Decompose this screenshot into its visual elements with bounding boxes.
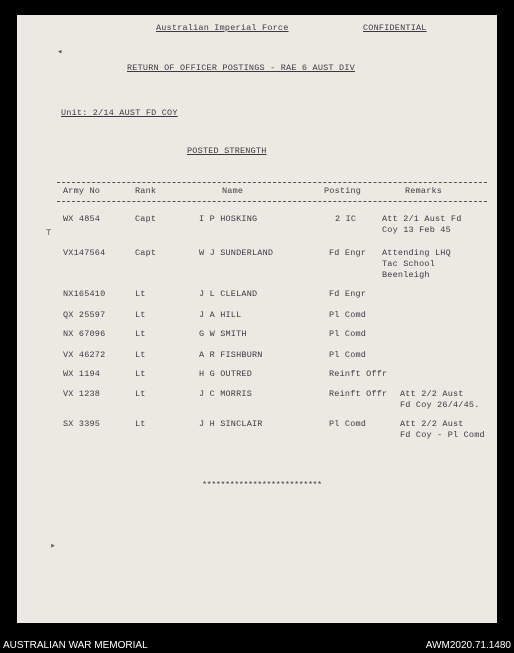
row-posting: Pl Comd — [329, 310, 367, 320]
row-posting: Fd Engr — [329, 248, 367, 258]
table-top-rule — [57, 182, 487, 183]
column-header-army-no: Army No — [63, 186, 101, 196]
row-posting: 2 IC — [335, 214, 357, 224]
column-header-remarks: Remarks — [405, 186, 443, 196]
column-header-posting: Posting — [324, 186, 362, 196]
row-rank: Lt — [135, 289, 146, 299]
row-posting: Pl Comd — [329, 419, 367, 429]
row-rank: Lt — [135, 369, 146, 379]
row-rank: Lt — [135, 310, 146, 320]
row-name: J L CLELAND — [199, 289, 258, 299]
row-army-no: WX 1194 — [63, 369, 101, 379]
column-header-rank: Rank — [135, 186, 157, 196]
row-army-no: VX 46272 — [63, 350, 106, 360]
force-heading: Australian Imperial Force — [156, 23, 289, 33]
row-posting: Pl Comd — [329, 329, 367, 339]
row-posting: Fd Engr — [329, 289, 367, 299]
table-header-rule — [57, 201, 487, 202]
row-name: J H SINCLAIR — [199, 419, 263, 429]
row-remarks-line: Fd Coy - Pl Comd — [400, 430, 485, 440]
row-name: G W SMITH — [199, 329, 247, 339]
row-name: H G OUTRED — [199, 369, 253, 379]
row-army-no: VX 1238 — [63, 389, 101, 399]
unit-label: Unit: 2/14 AUST FD COY — [61, 108, 178, 118]
row-rank: Lt — [135, 419, 146, 429]
row-army-no: SX 3395 — [63, 419, 101, 429]
row-name: W J SUNDERLAND — [199, 248, 274, 258]
section-title: POSTED STRENGTH — [187, 146, 267, 156]
binder-hole-mark: ⊤ — [46, 228, 52, 238]
row-rank: Lt — [135, 329, 146, 339]
row-rank: Capt — [135, 214, 157, 224]
row-name: A R FISHBURN — [199, 350, 263, 360]
row-remarks-line: Att 2/1 Aust Fd — [382, 214, 462, 224]
row-remarks-line: Tac School — [382, 259, 436, 269]
footer-institution: AUSTRALIAN WAR MEMORIAL — [3, 640, 148, 651]
row-army-no: WX 4854 — [63, 214, 101, 224]
row-name: J C MORRIS — [199, 389, 253, 399]
binder-hole-mark: ◂ — [57, 47, 63, 57]
row-rank: Capt — [135, 248, 157, 258]
row-rank: Lt — [135, 389, 146, 399]
row-army-no: VX147564 — [63, 248, 106, 258]
row-army-no: NX165410 — [63, 289, 106, 299]
classification-label: CONFIDENTIAL — [363, 23, 427, 33]
row-remarks-line: Beenleigh — [382, 270, 430, 280]
row-posting: Pl Comd — [329, 350, 367, 360]
footer-accession-number: AWM2020.71.1480 — [425, 640, 511, 651]
row-name: I P HOSKING — [199, 214, 258, 224]
binder-hole-mark: ➤ — [50, 542, 56, 552]
row-remarks-line: Fd Coy 26/4/45. — [400, 400, 480, 410]
row-remarks-line: Att 2/2 Aust — [400, 389, 464, 399]
row-posting: Reinft Offr — [329, 369, 388, 379]
document-page — [17, 15, 497, 623]
row-army-no: NX 67096 — [63, 329, 106, 339]
row-remarks-line: Coy 13 Feb 45 — [382, 225, 451, 235]
row-army-no: QX 25597 — [63, 310, 106, 320]
return-title: RETURN OF OFFICER POSTINGS - RAE 6 AUST DIV — [127, 63, 355, 73]
column-header-name: Name — [222, 186, 244, 196]
row-remarks-line: Att 2/2 Aust — [400, 419, 464, 429]
row-remarks-line: Attending LHQ — [382, 248, 451, 258]
row-posting: Reinft Offr — [329, 389, 388, 399]
row-rank: Lt — [135, 350, 146, 360]
end-of-list-marker: ************************** — [202, 480, 322, 490]
row-name: J A HILL — [199, 310, 242, 320]
